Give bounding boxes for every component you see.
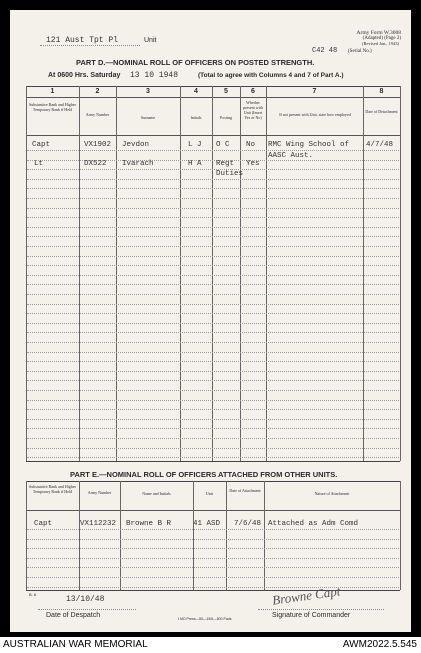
signature-underline bbox=[258, 609, 384, 610]
row-rule bbox=[27, 529, 399, 530]
table-d-header-line bbox=[26, 135, 400, 136]
d-row2-rank: Lt bbox=[34, 160, 44, 168]
d-row2-surname: Ivarach bbox=[122, 160, 154, 168]
row-rule bbox=[27, 246, 399, 247]
part-d-note: (Total to agree with Columns 4 and 7 of Part A.) bbox=[198, 72, 344, 79]
e-row1-rank: Capt bbox=[34, 520, 53, 528]
e-row1-unit: 41 ASD bbox=[193, 520, 221, 528]
col-number: 7 bbox=[312, 88, 317, 95]
table-e-col-border bbox=[193, 481, 194, 590]
despatch-underline bbox=[38, 609, 136, 610]
table-d-col-border bbox=[116, 86, 117, 461]
row-rule bbox=[27, 236, 399, 237]
e-col-header-name: Name and Initials bbox=[142, 491, 171, 496]
row-rule bbox=[27, 323, 399, 324]
table-e-col-border bbox=[264, 481, 265, 590]
e-col-header-date: Date of Attachment bbox=[229, 488, 261, 493]
col-number: 6 bbox=[251, 88, 255, 95]
row-rule bbox=[27, 457, 399, 458]
col-number: 4 bbox=[194, 88, 198, 95]
table-e-col-border bbox=[120, 481, 121, 590]
d-row1-date: 4/7/48 bbox=[366, 141, 394, 149]
row-rule bbox=[27, 539, 399, 540]
e-col-header-unit: Unit bbox=[205, 491, 214, 496]
d-row1-employed: RMC Wing School of bbox=[268, 141, 350, 149]
row-rule bbox=[27, 160, 399, 161]
serial-value: C42 48 bbox=[312, 47, 338, 55]
signature-label: Signature of Commander bbox=[272, 612, 351, 619]
row-rule bbox=[27, 265, 399, 266]
row-rule bbox=[27, 428, 399, 429]
despatch-date: 13/10/48 bbox=[66, 595, 105, 604]
table-d-col-border bbox=[400, 86, 401, 461]
unit-label: Unit bbox=[144, 37, 157, 44]
row-rule bbox=[27, 567, 399, 568]
col-header-rank: Substantive Rank and Higher Temporary Rank if Held bbox=[29, 102, 76, 112]
table-e-top bbox=[26, 481, 400, 482]
row-rule bbox=[27, 558, 399, 559]
row-rule bbox=[27, 169, 399, 170]
col-number: 3 bbox=[146, 88, 150, 95]
sheet-number: B. 6 bbox=[29, 592, 37, 597]
table-e-col-border bbox=[226, 481, 227, 590]
table-d-col-border bbox=[79, 86, 80, 461]
d-row2-present: Yes bbox=[246, 160, 260, 168]
d-row2-posting: Regt bbox=[216, 160, 235, 168]
col-number: 8 bbox=[379, 88, 384, 95]
despatch-label: Date of Despatch bbox=[46, 612, 101, 619]
col-number: 5 bbox=[224, 88, 228, 95]
unit-value: 121 Aust Tpt Pl bbox=[46, 36, 119, 45]
table-d-num-row-line bbox=[26, 97, 400, 98]
table-e-col-border bbox=[79, 481, 80, 590]
archive-footer bbox=[0, 637, 421, 653]
row-rule bbox=[27, 448, 399, 449]
unit-underline bbox=[40, 45, 140, 46]
table-d-bottom bbox=[26, 461, 400, 462]
col-header-army-number: Army Number bbox=[85, 112, 110, 117]
d-row1-present: No bbox=[246, 141, 256, 149]
e-row1-nature: Attached as Adm Comd bbox=[268, 520, 359, 528]
row-rule bbox=[27, 332, 399, 333]
row-rule bbox=[27, 150, 399, 151]
d-row1b-employed: AASC Aust. bbox=[268, 152, 314, 160]
form-revised: (Revised Jan., 1943) bbox=[362, 41, 399, 46]
col-number: 1 bbox=[50, 88, 55, 95]
form-number: Army Form W.3008 bbox=[356, 30, 401, 36]
col-header-surname: Surname bbox=[140, 115, 156, 120]
table-e-bottom bbox=[26, 590, 400, 591]
table-d-col-border bbox=[212, 86, 213, 461]
row-rule bbox=[27, 198, 399, 199]
archive-accession: AWM2022.5.545 bbox=[342, 639, 417, 650]
col-number: 2 bbox=[95, 88, 100, 95]
row-rule bbox=[27, 256, 399, 257]
row-rule bbox=[27, 380, 399, 381]
row-rule bbox=[27, 217, 399, 218]
row-rule bbox=[27, 419, 399, 420]
form-page bbox=[10, 10, 411, 632]
e-row1-number: VX112232 bbox=[80, 520, 117, 528]
row-rule bbox=[27, 371, 399, 372]
d-row2-number: DX522 bbox=[84, 160, 107, 168]
row-rule bbox=[27, 361, 399, 362]
part-d-title: PART D.—NOMINAL ROLL OF OFFICERS ON POSTED STRENGTH. bbox=[76, 58, 315, 67]
archive-name: AUSTRALIAN WAR MEMORIAL bbox=[3, 639, 148, 650]
part-d-date: 13 10 1948 bbox=[130, 71, 179, 80]
table-d-top bbox=[26, 86, 400, 87]
e-row1-date: 7/6/48 bbox=[234, 520, 262, 528]
part-d-at-text: At 0600 Hrs. Saturday bbox=[48, 72, 121, 79]
d-row1-number: VX1902 bbox=[84, 141, 112, 149]
d-row2b-posting: Duties bbox=[216, 170, 244, 178]
row-rule bbox=[27, 548, 399, 549]
printer-line: I MO Press—80—15/6—500 Pads bbox=[178, 617, 232, 621]
row-rule bbox=[27, 294, 399, 295]
col-header-initials: Initials bbox=[190, 115, 202, 120]
row-rule bbox=[27, 352, 399, 353]
e-col-header-nature: Nature of Attachment bbox=[314, 491, 350, 496]
row-rule bbox=[27, 188, 399, 189]
d-row1-rank: Capt bbox=[32, 141, 51, 149]
table-d-col-border bbox=[180, 86, 181, 461]
row-rule bbox=[27, 409, 399, 410]
row-rule bbox=[27, 284, 399, 285]
row-rule bbox=[27, 313, 399, 314]
col-header-date: Date of Detachment bbox=[365, 109, 398, 114]
table-d-col-border bbox=[240, 86, 241, 461]
row-rule bbox=[27, 208, 399, 209]
row-rule bbox=[27, 400, 399, 401]
row-rule bbox=[27, 227, 399, 228]
row-rule bbox=[27, 342, 399, 343]
e-col-header-rank: Substantive Rank and Higher Temporary Rank if Held bbox=[29, 484, 76, 494]
row-rule bbox=[27, 577, 399, 578]
d-row2-initials: H A bbox=[188, 160, 202, 168]
d-row1-posting: O C bbox=[216, 141, 230, 149]
form-adapted: (Adapted) (Page 2) bbox=[362, 36, 401, 41]
e-row1-name: Browne B R bbox=[126, 520, 172, 528]
row-rule bbox=[27, 438, 399, 439]
part-e-title: PART E.—NOMINAL ROLL OF OFFICERS ATTACHED FROM OTHER UNITS. bbox=[70, 470, 338, 479]
commander-signature: Browne Capt bbox=[271, 583, 342, 608]
col-header-present: Whether present with Unit (Insert Yes or No) bbox=[243, 100, 263, 120]
table-d-col-border bbox=[26, 86, 27, 461]
e-col-header-number: Army Number bbox=[87, 490, 112, 495]
table-e-col-border bbox=[400, 481, 401, 590]
table-e-col-border bbox=[26, 481, 27, 590]
table-e-header-line bbox=[26, 510, 400, 511]
row-rule bbox=[27, 179, 399, 180]
table-d-col-border bbox=[363, 86, 364, 461]
col-header-employed: If not present with Unit, state how employed bbox=[279, 112, 351, 117]
table-d-col-border bbox=[266, 86, 267, 461]
d-row1-surname: Jevdon bbox=[122, 141, 150, 149]
d-row1-initials: L J bbox=[188, 141, 202, 149]
row-rule bbox=[27, 390, 399, 391]
row-rule bbox=[27, 304, 399, 305]
col-header-posting: Posting bbox=[219, 115, 232, 120]
row-rule bbox=[27, 587, 399, 588]
row-rule bbox=[27, 275, 399, 276]
serial-label: (Serial No.) bbox=[348, 49, 372, 54]
